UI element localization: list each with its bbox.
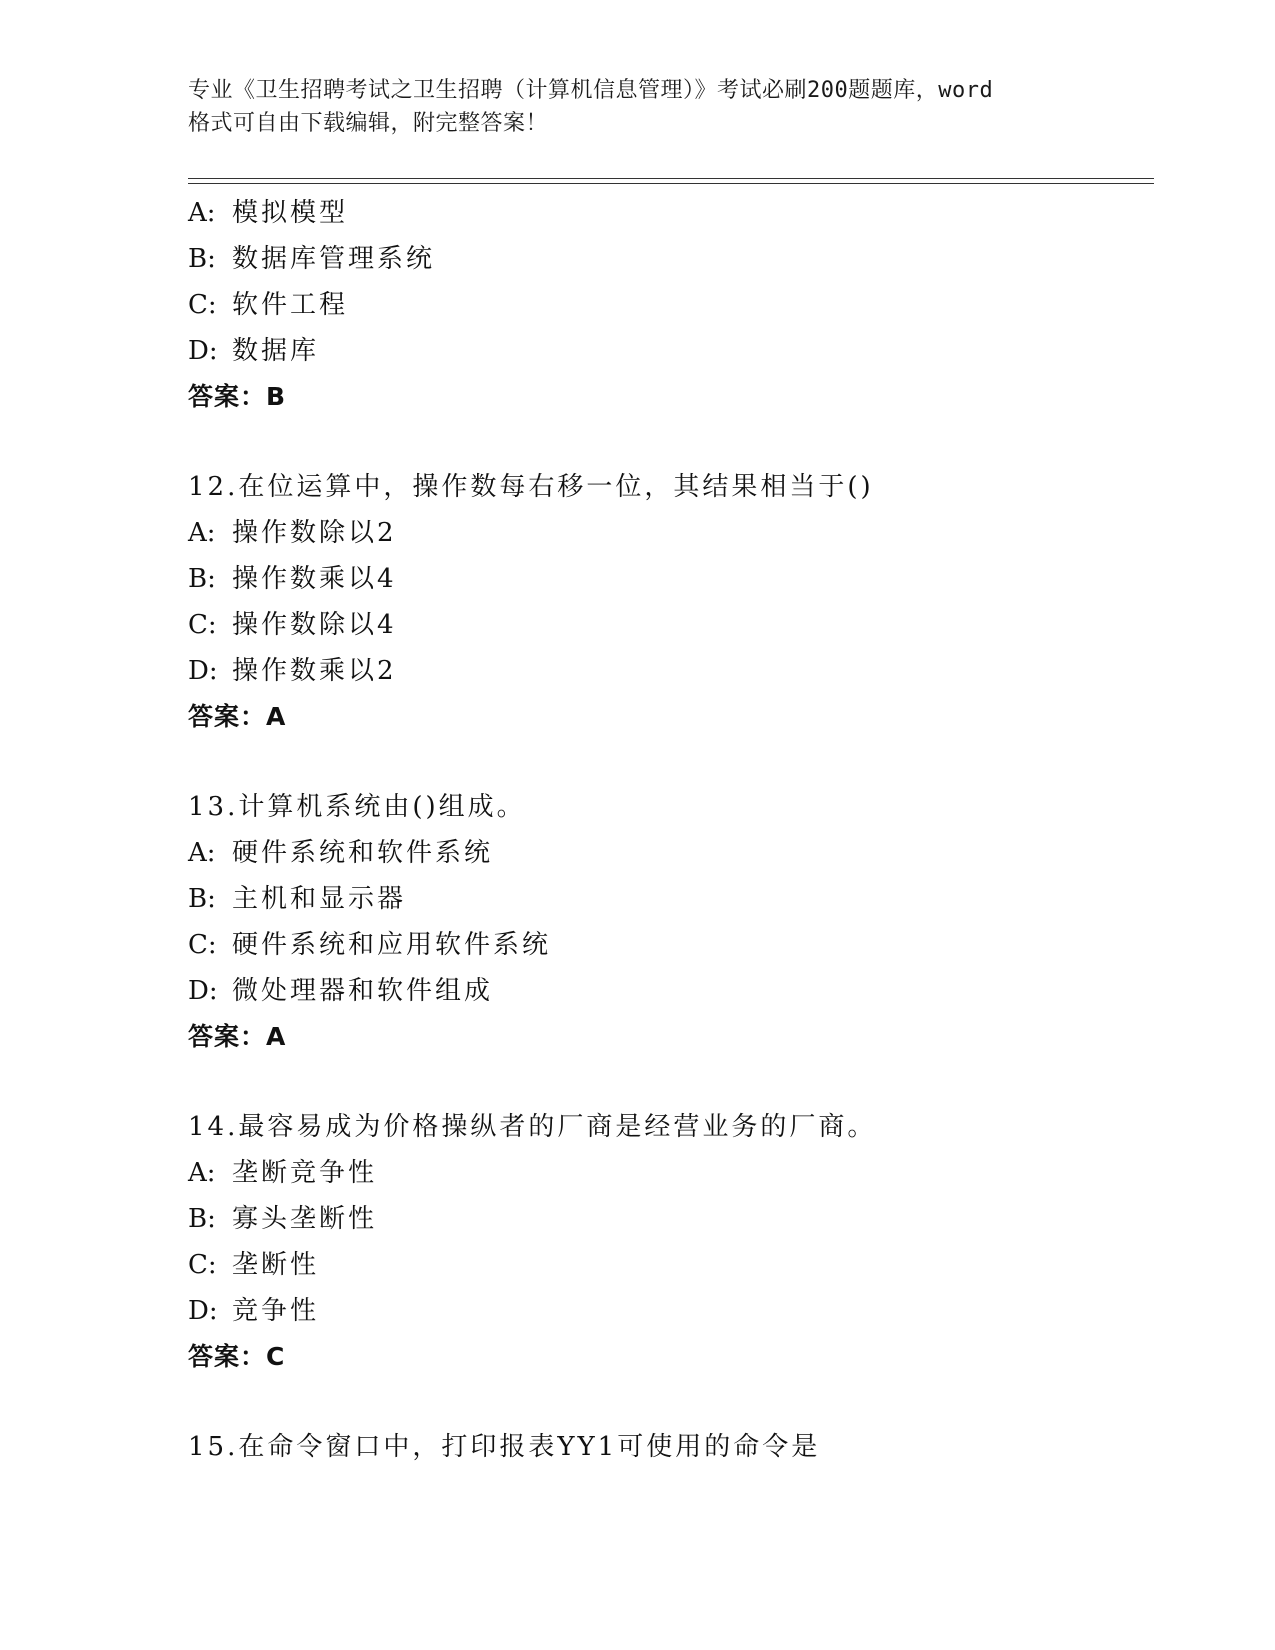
- question-stem: 13.计算机系统由()组成。: [188, 792, 526, 822]
- question-stem: 12.在位运算中，操作数每右移一位，其结果相当于(): [188, 472, 874, 502]
- question-block-11: [188, 190, 1148, 420]
- option-c: C: 软件工程: [188, 290, 349, 320]
- answer-line: 答案：B: [188, 382, 287, 411]
- option-a: A: 硬件系统和软件系统: [188, 838, 494, 868]
- option-d: D: 微处理器和软件组成: [188, 976, 494, 1006]
- option-c: C: 硬件系统和应用软件系统: [188, 930, 552, 960]
- question-block-14: [188, 1104, 1148, 1380]
- option-c: C: 垄断性: [188, 1250, 320, 1280]
- answer-line: 答案：A: [188, 1022, 287, 1051]
- option-c: C: 操作数除以4: [188, 610, 397, 640]
- option-a: A: 垄断竞争性: [188, 1158, 378, 1188]
- option-b: B: 数据库管理系统: [188, 244, 436, 274]
- header-line-1: 专业《卫生招聘考试之卫生招聘（计算机信息管理）》考试必刷200题题库，word: [188, 78, 994, 103]
- option-d: D: 竞争性: [188, 1296, 320, 1326]
- option-a: A: 操作数除以2: [188, 518, 397, 548]
- question-block-15: [188, 1424, 1148, 1470]
- question-stem: 14.最容易成为价格操纵者的厂商是经营业务的厂商。: [188, 1112, 877, 1142]
- header-line-2: 格式可自由下载编辑，附完整答案！: [188, 111, 549, 136]
- question-block-13: [188, 784, 1148, 1060]
- option-b: B: 主机和显示器: [188, 884, 407, 914]
- document-header: [188, 74, 1088, 140]
- option-d: D: 数据库: [188, 336, 320, 366]
- header-divider-top: [188, 178, 1154, 179]
- answer-line: 答案：A: [188, 702, 287, 731]
- question-list: [188, 190, 1148, 1470]
- option-b: B: 寡头垄断性: [188, 1204, 378, 1234]
- question-block-12: [188, 464, 1148, 740]
- option-d: D: 操作数乘以2: [188, 656, 397, 686]
- header-divider-bottom: [188, 183, 1154, 184]
- option-a: A: 模拟模型: [188, 198, 349, 228]
- answer-line: 答案：C: [188, 1342, 286, 1371]
- option-b: B: 操作数乘以4: [188, 564, 397, 594]
- question-stem: 15.在命令窗口中，打印报表YY1可使用的命令是: [188, 1432, 821, 1462]
